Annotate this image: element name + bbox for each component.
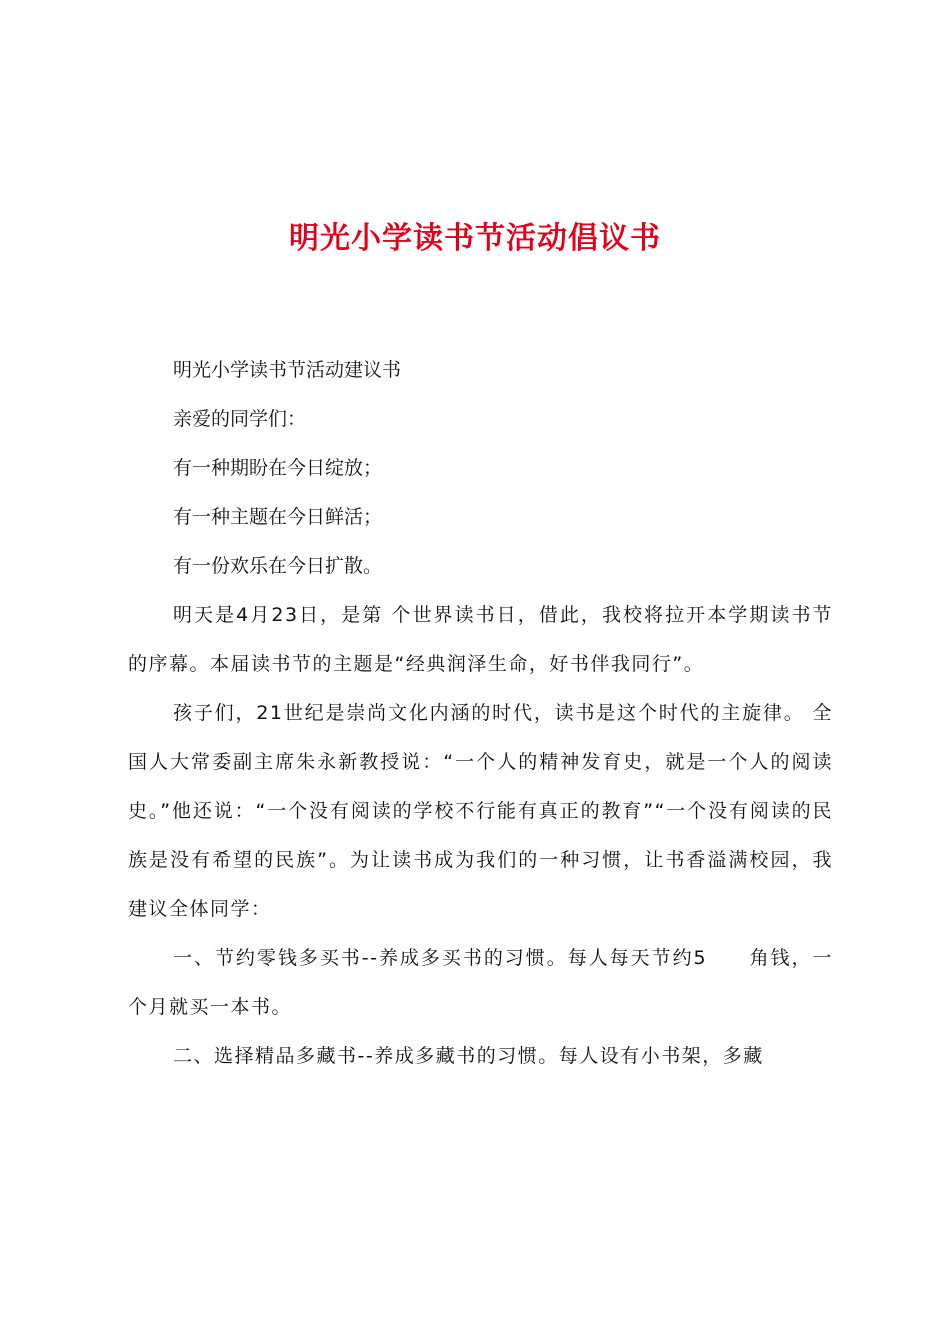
- verse-line-1: 有一种期盼在今日绽放；: [173, 457, 383, 479]
- paragraph-proposal-2: 二、选择精品多藏书--养成多藏书的习惯。每人设有小书架，多藏: [173, 1045, 764, 1067]
- paragraph-reading-day: 明天是4月23日，是第 个世界读书日，借此，我校将拉开本学期读书节的序幕。本届读书节的主题是“经典润泽生命，好书伴我同行”。: [128, 604, 833, 675]
- paragraph-proposal-1: 一、节约零钱多买书--养成多买书的习惯。每人每天节约5 角钱，一个月就买一本书。: [128, 947, 833, 1018]
- salutation-line: 亲爱的同学们：: [173, 408, 307, 430]
- subtitle-line: 明光小学读书节活动建议书: [173, 359, 402, 381]
- paragraph-quote: 孩子们，21世纪是崇尚文化内涵的时代，读书是这个时代的主旋律。 全国人大常委副主席朱永新教授说：“一个人的精神发育史，就是一个人的阅读史。”他还说：“一个没有阅读的学校不行能有真正的教育”“一个没有阅读的民族是没有希望的民族”。为让读书成为我们的一种习惯，让书香溢满校园，我建议全体同学：: [128, 702, 833, 920]
- verse-line-3: 有一份欢乐在今日扩散。: [173, 555, 383, 577]
- document-title: 明光小学读书节活动倡议书: [289, 221, 661, 256]
- document-body: [128, 346, 833, 1081]
- verse-line-2: 有一种主题在今日鲜活；: [173, 506, 383, 528]
